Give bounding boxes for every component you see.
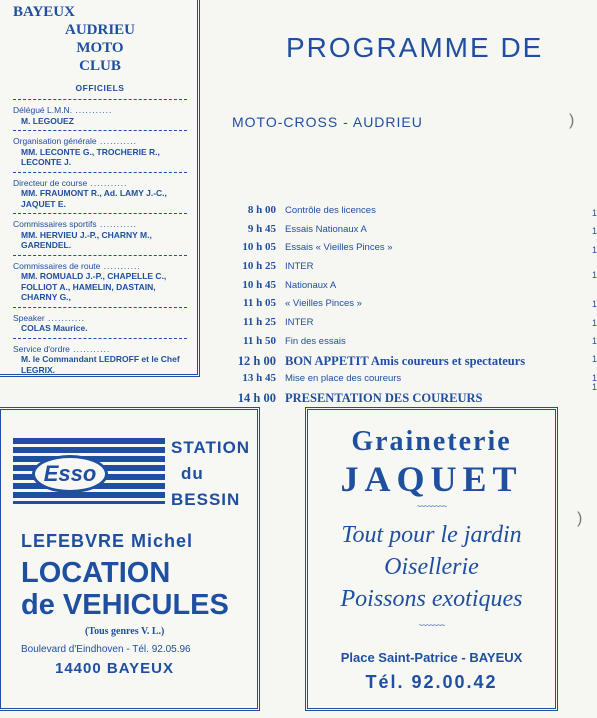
station-line: du bbox=[181, 464, 204, 483]
schedule-time: 11 h 50 bbox=[242, 334, 276, 347]
schedule-event: Nationaux A bbox=[285, 279, 337, 291]
station-line: BESSIN bbox=[171, 490, 241, 509]
schedule-event: BON APPETIT Amis coureurs et spectateurs bbox=[285, 353, 526, 368]
schedule-row bbox=[210, 372, 596, 391]
cut-off-number: 1 bbox=[592, 354, 597, 364]
schedule-row bbox=[210, 223, 596, 242]
schedule-event: Essais « Vieilles Pinces » bbox=[285, 242, 393, 254]
schedule-row bbox=[210, 354, 596, 373]
station-line: STATION bbox=[171, 438, 251, 457]
ornament-divider: ~~~~~~~~ bbox=[416, 502, 447, 511]
margin-bracket-mark: ) bbox=[569, 112, 575, 129]
schedule-time: 12 h 00 bbox=[237, 353, 276, 368]
schedule-row bbox=[210, 241, 596, 260]
schedule-row bbox=[210, 260, 596, 279]
schedule-time: 10 h 25 bbox=[242, 260, 276, 273]
shop-name-title: JAQUET bbox=[340, 459, 523, 499]
club-name-line: MOTO bbox=[76, 40, 124, 56]
official-entry bbox=[13, 213, 187, 255]
service-line: LOCATION bbox=[21, 557, 171, 589]
cut-off-number: 1 bbox=[592, 373, 597, 383]
schedule-row bbox=[210, 204, 596, 223]
official-entry bbox=[13, 172, 187, 214]
schedule-time: 13 h 45 bbox=[242, 372, 276, 385]
schedule-event: PRESENTATION DES COUREURS bbox=[285, 390, 483, 405]
schedule-row bbox=[210, 297, 596, 316]
club-name-line: BAYEUX bbox=[13, 4, 75, 20]
official-role: Commissaires sportifs ..... bbox=[13, 219, 187, 230]
graineterie-advertisement bbox=[305, 407, 558, 711]
programme-title: PROGRAMME DE bbox=[286, 32, 544, 63]
shop-type-title: Graineterie bbox=[351, 426, 512, 457]
shop-slogan-line: Oisellerie bbox=[384, 554, 479, 580]
schedule-event: Essais Nationaux A bbox=[285, 223, 367, 235]
schedule-time: 11 h 05 bbox=[242, 297, 276, 310]
margin-bracket-mark: ) bbox=[577, 510, 583, 527]
shop-slogan-line: Poissons exotiques bbox=[340, 586, 523, 612]
shop-address: Place Saint-Patrice - BAYEUX bbox=[340, 650, 523, 665]
programme-subtitle: MOTO-CROSS - AUDRIEU bbox=[232, 114, 423, 130]
schedule-row bbox=[210, 279, 596, 298]
officials-panel bbox=[0, 0, 200, 377]
club-name-line: CLUB bbox=[79, 58, 121, 74]
official-names: MM. HERVIEU J.-P., CHARNY M., GARENDEL. bbox=[21, 229, 152, 250]
official-role: Délégué L.M.N. ..... bbox=[13, 105, 187, 116]
shop-slogan-line: Tout pour le jardin bbox=[341, 522, 522, 548]
official-names: M. le Commandant LEDROFF et le Chef LEGRIX. bbox=[21, 354, 180, 375]
official-names: MM. FRAUMONT R., Ad. LAMY J.-C., JAQUET E. bbox=[21, 188, 167, 209]
esso-advertisement bbox=[0, 407, 260, 711]
schedule-time: 14 h 00 bbox=[237, 390, 276, 405]
schedule-row bbox=[210, 335, 596, 354]
shop-phone: Tél. 92.00.42 bbox=[365, 672, 498, 692]
cut-off-number: 1 bbox=[592, 270, 597, 280]
official-names: M. LEGOUEZ bbox=[21, 115, 74, 126]
official-names: COLAS Maurice. bbox=[21, 323, 88, 333]
schedule-time: 9 h 45 bbox=[247, 222, 276, 235]
cut-off-number: 1 bbox=[592, 208, 597, 218]
official-role: Service d'ordre ..... bbox=[13, 344, 187, 355]
schedule-time: 8 h 00 bbox=[247, 204, 276, 216]
cut-off-number: 1 bbox=[592, 245, 597, 255]
address-line: Boulevard d'Eindhoven - Tél. 92.05.96 bbox=[21, 644, 191, 655]
esso-logo: Esso bbox=[32, 455, 108, 493]
schedule-event: Fin des essais bbox=[285, 335, 346, 347]
schedule-event: INTER bbox=[285, 261, 314, 273]
schedule-event: Contrôle des licences bbox=[285, 205, 376, 216]
official-role: Speaker ..... bbox=[13, 313, 187, 324]
officials-heading: OFFICIELS bbox=[75, 83, 125, 93]
official-names: MM. ROMUALD J.-P., CHAPELLE C., FOLLIOT A., HAMELIN, DASTAIN, CHARNY G., bbox=[21, 271, 167, 302]
official-role: Directeur de course ..... bbox=[13, 178, 187, 189]
schedule-list bbox=[210, 204, 596, 410]
owner-name: LEFEBVRE Michel bbox=[21, 531, 194, 551]
schedule-time: 11 h 25 bbox=[242, 316, 276, 329]
schedule-event: « Vieilles Pinces » bbox=[285, 298, 362, 310]
official-entry bbox=[13, 338, 187, 380]
schedule-event: INTER bbox=[285, 317, 314, 329]
club-name-line: AUDRIEU bbox=[64, 22, 135, 38]
cut-off-number: 1 bbox=[592, 299, 597, 309]
cut-off-number: 1 bbox=[592, 382, 597, 392]
schedule-row bbox=[210, 316, 596, 335]
city-line: 14400 BAYEUX bbox=[55, 660, 175, 677]
official-entry bbox=[13, 99, 187, 130]
ornament-divider: ~~~~~~~ bbox=[418, 621, 445, 630]
official-entry bbox=[13, 130, 187, 172]
official-entry bbox=[13, 255, 187, 307]
schedule-time: 10 h 05 bbox=[242, 241, 276, 254]
schedule-event: Mise en place des coureurs bbox=[285, 373, 402, 385]
service-line: de VEHICULES bbox=[21, 589, 229, 621]
cut-off-number: 1 bbox=[592, 226, 597, 236]
official-role: Commissaires de route ..... bbox=[13, 261, 187, 272]
official-names: MM. LECONTE G., TROCHERIE R., LECONTE J. bbox=[21, 146, 160, 167]
schedule-time: 10 h 45 bbox=[242, 278, 276, 291]
official-entry bbox=[13, 307, 187, 338]
cut-off-number: 1 bbox=[592, 336, 597, 346]
cut-off-number: 1 bbox=[592, 318, 597, 328]
official-role: Organisation générale ..... bbox=[13, 136, 187, 147]
vehicle-types-note: (Tous genres V. L.) bbox=[85, 626, 165, 637]
